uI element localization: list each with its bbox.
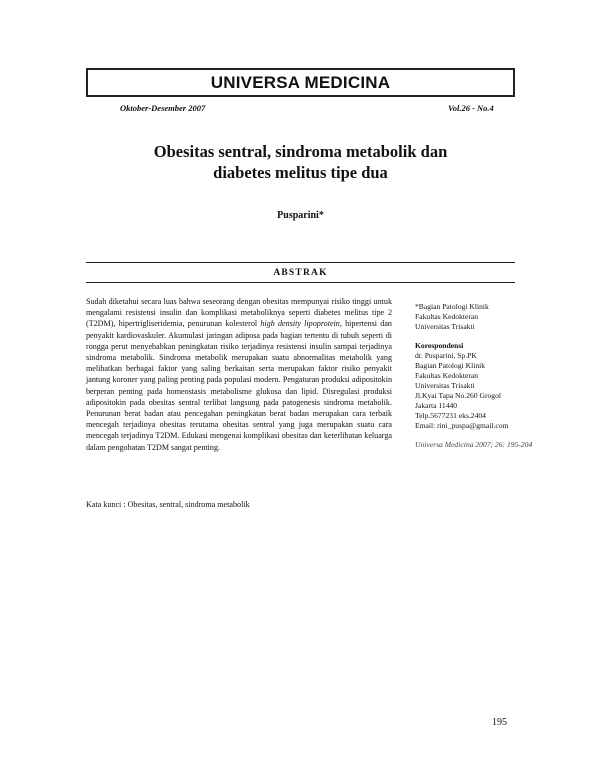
issue-date: Oktober-Desember 2007 [120, 103, 206, 113]
affiliation-line-2: Fakultas Kedokteran [415, 312, 479, 321]
article-title [86, 141, 515, 183]
citation: Universa Medicina 2007; 26: 195-204 [415, 440, 533, 449]
volume-number: Vol.26 - No.4 [448, 103, 494, 113]
correspondence-heading: Korespondensi [415, 341, 464, 350]
correspondence-phone: Telp.5677231 eks.2404 [415, 411, 486, 420]
journal-header-box [86, 68, 515, 97]
article-title-line-2: diabetes melitus tipe dua [213, 163, 388, 182]
abstract-text-italic-term: high density lipoprotein [260, 319, 340, 329]
correspondence-faculty: Fakultas Kedokteran [415, 371, 479, 380]
sidebar-notes [415, 302, 535, 450]
article-title-line-1: Obesitas sentral, sindroma metabolik dan [153, 142, 448, 161]
affiliation-line-1: *Bagian Patologi Klinik [415, 302, 489, 311]
affiliation-line-3: Universitas Trisakti [415, 322, 475, 331]
correspondence-name: dr. Pusparini, Sp.PK [415, 351, 477, 360]
correspondence-street: Jl.Kyai Tapa No.260 Grogol [415, 391, 502, 400]
abstract-body [86, 296, 392, 453]
keywords: Kata kunci : Obesitas, sentral, sindroma metabolik [86, 500, 250, 509]
page-number: 195 [492, 717, 507, 728]
correspondence-email: Email: rini_puspa@gmail.com [415, 421, 509, 430]
abstract-heading [86, 262, 515, 283]
author-name: Pusparini* [277, 210, 324, 221]
journal-name: UNIVERSA MEDICINA [210, 72, 391, 92]
correspondence-dept: Bagian Patologi Klinik [415, 361, 486, 370]
abstract-heading-label: ABSTRAK [273, 267, 328, 278]
correspondence-university: Universitas Trisakti [415, 381, 475, 390]
correspondence-city: Jakarta 11440 [415, 401, 458, 410]
abstract-text-part-1: Sudah diketahui secara luas bahwa seseorang dengan obesitas mempunyai risiko tinggi untuk mengalami resistensi insulin dan komplikasi metaboliknya seperti diabetes melitus tipe 2 (T2DM), hipertrigliseridemia, penurunan kolesterol [86, 297, 392, 329]
abstract-text-part-2: , hipertensi dan penyakit kardiovaskuler. Akumulasi jaringan adiposa pada bagian tertentu di tubuh seperti di rongga perut menyebabkan peningkatan risiko terjadinya resistensi insulin sampai terjadinya sindroma metabolik. Sindroma metabolik merupakan suatu abnormalitas metabolik yang melibatkan berbagai faktor yang saling berkaitan serta merupakan faktor risiko penyakit jantung koroner yang paling penting pada populasi modern. Pengaturan produksi adipositokin berperan penting pada homeostasis metabolisme glukosa dan lipid. Disregulasi produksi adipositokin pada obesitas sentral terlibat langsung pada patogenesis sindroma metabolik. Penurunan berat badan atau pencegahan peningkatan berat badan merupakan cara terbaik mencegah terjadinya obesitas terutama obesitas sentral yang juga merupakan suatu cara mencegah terjadinya T2DM. Edukasi mengenai komplikasi obesitas dan keterlibatan keluarga dalam pengobatan T2DM sangat penting. [86, 319, 392, 452]
